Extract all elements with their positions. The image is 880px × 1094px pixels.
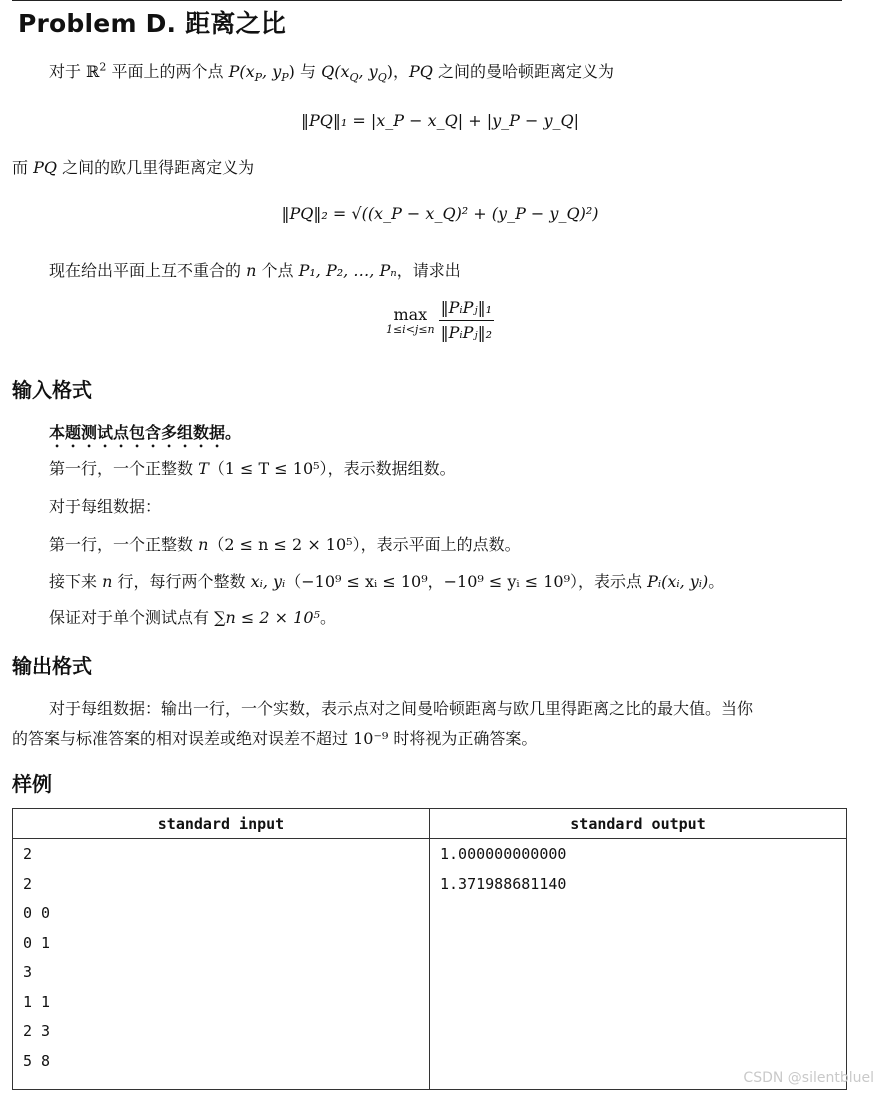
standard-input-header: standard input — [13, 809, 430, 839]
objective-formula — [0, 296, 880, 345]
point-q: $Q(x_Q$, $y_Q$) — [321, 62, 393, 85]
standard-output-cell — [430, 839, 847, 1090]
max-operator: max 1≤i<j≤n — [385, 304, 435, 336]
problem-title: Problem D. 距离之比 — [18, 9, 286, 38]
real-plane-symbol: ℝ$^2$ — [86, 60, 107, 81]
input-line: 1 1 — [23, 992, 51, 1011]
output-text-line-1: 对于每组数据：输出一行，一个实数，表示点对之间曼哈顿距离与欧几里得距离之比的最大值。当你 — [49, 699, 754, 718]
sample-table — [12, 808, 847, 1090]
input-line: 0 0 — [23, 904, 51, 922]
input-line-2: 第一行，一个正整数 n（2 ≤ n ≤ 2 × 10⁵），表示平面上的点数。 — [49, 535, 521, 554]
output-format-heading: 输出格式 — [12, 654, 92, 678]
point-p: $P(x_P$, $y_P$) — [228, 62, 295, 85]
output-line: 1.000000000000 — [440, 845, 567, 863]
input-line: 5 8 — [23, 1051, 51, 1070]
euclid-formula: ‖PQ‖₂ = √((x_P − x_Q)² + (y_P − y_Q)²) — [281, 204, 599, 223]
csdn-watermark: CSDN @silentbluel — [743, 1070, 874, 1086]
intro-paragraph: 对于 ℝ$^2$ 平面上的两个点 $P(x_P$, $y_P$) 与 $Q(x_Q$, $y_Q$)，PQ 之间的曼哈顿距离定义为 — [49, 60, 614, 85]
standard-input-cell — [13, 839, 430, 1090]
input-line: 2 3 — [23, 1022, 51, 1040]
input-line: 2 — [23, 845, 33, 863]
sum-guarantee: 保证对于单个测试点有 ∑n ≤ 2 × 10⁵。 — [49, 608, 336, 627]
manhattan-formula: ‖PQ‖₁ = |x_P − x_Q| + |y_P − y_Q| — [300, 111, 580, 130]
output-line: 1.371988681140 — [440, 874, 567, 893]
input-line: 2 — [23, 874, 33, 893]
standard-output-header: standard output — [430, 809, 847, 839]
given-points-line: 现在给出平面上互不重合的 n 个点 P₁, P₂, …, Pₙ，请求出 — [49, 261, 461, 280]
multi-test-note: 本题测试点包含多组数据。 — [49, 423, 242, 442]
sample-heading: 样例 — [12, 772, 52, 796]
top-rule — [12, 0, 842, 1]
euclid-intro: 而 PQ 之间的欧几里得距离定义为 — [12, 158, 255, 177]
distance-ratio-fraction: $\frac{\text{‖PᵢPⱼ‖₁}}{\text{‖PᵢPⱼ‖₂}}$ — [440, 298, 493, 342]
output-text-line-2: 的答案与标准答案的相对误差或绝对误差不超过 10⁻⁹ 时将视为正确答案。 — [12, 729, 538, 748]
input-line-1: 第一行，一个正整数 T（1 ≤ T ≤ 10⁵），表示数据组数。 — [49, 459, 456, 478]
input-format-heading: 输入格式 — [12, 378, 92, 402]
per-case-note: 对于每组数据： — [49, 497, 162, 516]
input-line: 3 — [23, 963, 33, 981]
input-line-3: 接下来 n 行，每行两个整数 xᵢ, yᵢ（−10⁹ ≤ xᵢ ≤ 10⁹，−10⁹ ≤ yᵢ ≤ 10⁹），表示点 Pᵢ(xᵢ, yᵢ)。 — [49, 572, 725, 591]
input-line: 0 1 — [23, 933, 51, 952]
